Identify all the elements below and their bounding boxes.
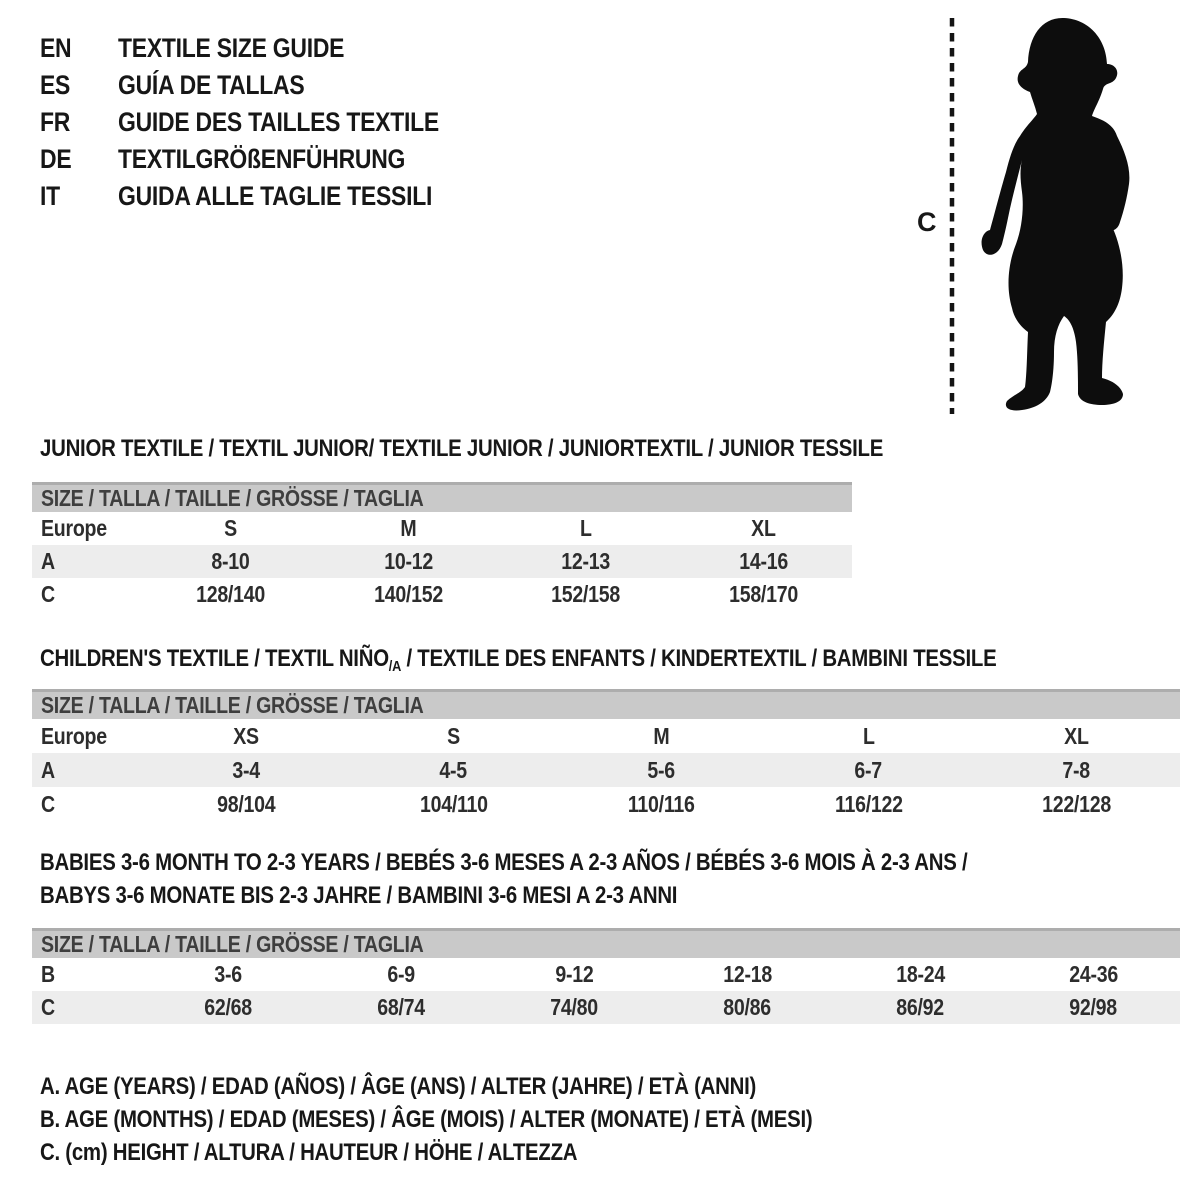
height-cell: 68/74 — [377, 994, 426, 1020]
babies-title-line2: BABYS 3-6 MONATE BIS 2-3 JAHRE / BAMBINI 3-6 MESI A 2-3 ANNI — [40, 882, 678, 909]
table-row — [32, 512, 852, 545]
table-row — [32, 958, 1180, 991]
language-code: ES — [40, 70, 71, 100]
babies-title-line1: BABIES 3-6 MONTH TO 2-3 YEARS / BEBÉS 3-6 MESES A 2-3 AÑOS / BÉBÉS 3-6 MOIS À 2-3 ANS / — [40, 849, 968, 876]
language-code: FR — [40, 107, 71, 137]
size-cell: L — [862, 723, 875, 749]
age-cell: 4-5 — [439, 757, 468, 783]
children-title-pre: CHILDREN'S TEXTILE / TEXTIL NIÑO — [40, 645, 389, 672]
size-cell: M — [652, 723, 669, 749]
language-title: TEXTILGRÖßENFÜHRUNG — [118, 144, 406, 174]
table-row — [32, 578, 852, 611]
language-row — [40, 104, 496, 141]
row-label: A — [41, 548, 55, 574]
height-cell: 128/140 — [196, 581, 266, 607]
legend-line-c-text: C. (cm) HEIGHT / ALTURA / HAUTEUR / HÖHE / ALTEZZA — [40, 1139, 578, 1166]
height-cell: 98/104 — [216, 791, 275, 817]
children-section-title — [40, 642, 1165, 683]
junior-section-title-text: JUNIOR TEXTILE / TEXTIL JUNIOR/ TEXTILE JUNIOR / JUNIORTEXTIL / JUNIOR TESSILE — [40, 435, 884, 462]
language-code: IT — [40, 181, 60, 211]
row-label: Europe — [41, 515, 107, 541]
legend-line-b-text: B. AGE (MONTHS) / EDAD (MESES) / ÂGE (MOIS) / ALTER (MONATE) / ETÀ (MESI) — [40, 1106, 813, 1133]
age-cell: 5-6 — [647, 757, 675, 783]
row-label: C — [41, 791, 55, 817]
legend-line-c — [40, 1136, 949, 1169]
language-title-list — [40, 30, 496, 215]
language-row — [40, 67, 496, 104]
age-cell: 10-12 — [383, 548, 433, 574]
legend-line-b — [40, 1103, 949, 1136]
age-cell: 3-4 — [232, 757, 260, 783]
size-header-bar — [32, 689, 1180, 719]
size-header-label: SIZE / TALLA / TAILLE / GRÖSSE / TAGLIA — [41, 485, 424, 511]
children-title-post: / TEXTILE DES ENFANTS / KINDERTEXTIL / BAMBINI TESSILE — [401, 645, 997, 672]
height-cell: 92/98 — [1069, 994, 1118, 1020]
size-cell: M — [400, 515, 417, 541]
row-label: B — [41, 961, 55, 987]
size-header-label: SIZE / TALLA / TAILLE / GRÖSSE / TAGLIA — [41, 931, 424, 957]
babies-size-table — [32, 928, 1180, 1024]
age-cell: 12-13 — [561, 548, 611, 574]
age-cell: 7-8 — [1062, 757, 1090, 783]
age-cell: 6-7 — [854, 757, 883, 783]
height-cell: 152/158 — [551, 581, 621, 607]
toddler-silhouette-icon — [982, 18, 1130, 411]
language-row — [40, 178, 496, 215]
table-row — [32, 753, 1180, 787]
children-title-sub: /A — [388, 658, 402, 675]
height-cell: 86/92 — [896, 994, 945, 1020]
table-row — [32, 545, 852, 578]
child-height-figure — [936, 12, 1140, 420]
height-cell: 74/80 — [550, 994, 599, 1020]
size-header-label: SIZE / TALLA / TAILLE / GRÖSSE / TAGLIA — [41, 692, 424, 718]
language-title: TEXTILE SIZE GUIDE — [118, 33, 345, 63]
language-code: DE — [40, 144, 72, 174]
size-cell: S — [224, 515, 238, 541]
babies-section-title — [40, 846, 1131, 912]
table-row — [32, 991, 1180, 1024]
language-row — [40, 30, 496, 67]
row-label: C — [41, 994, 55, 1020]
height-cell: 62/68 — [204, 994, 253, 1020]
height-cell: 140/152 — [373, 581, 443, 607]
size-cell: XL — [751, 515, 776, 541]
size-cell: XS — [233, 723, 259, 749]
height-cell: 110/116 — [627, 791, 695, 817]
junior-size-table — [32, 482, 852, 611]
legend — [40, 1070, 949, 1169]
children-size-table — [32, 689, 1180, 821]
size-cell: S — [446, 723, 460, 749]
age-cell: 8-10 — [211, 548, 250, 574]
age-cell: 24-36 — [1069, 961, 1118, 987]
row-label: A — [41, 757, 55, 783]
language-title: GUÍA DE TALLAS — [118, 70, 305, 100]
language-title: GUIDA ALLE TAGLIE TESSILI — [118, 181, 433, 211]
age-cell: 12-18 — [723, 961, 772, 987]
table-row — [32, 787, 1180, 821]
size-cell: XL — [1063, 723, 1089, 749]
age-cell: 3-6 — [214, 961, 243, 987]
row-label: Europe — [41, 723, 107, 749]
age-cell: 6-9 — [387, 961, 416, 987]
table-row — [32, 719, 1180, 753]
row-label: C — [41, 581, 55, 607]
language-title: GUIDE DES TAILLES TEXTILE — [118, 107, 439, 137]
age-cell: 14-16 — [738, 548, 788, 574]
children-section-title-text — [40, 642, 996, 683]
language-code: EN — [40, 33, 72, 63]
height-cell: 80/86 — [723, 994, 772, 1020]
legend-line-a-text: A. AGE (YEARS) / EDAD (AÑOS) / ÂGE (ANS) / ALTER (JAHRE) / ETÀ (ANNI) — [40, 1073, 757, 1100]
height-cell: 158/170 — [728, 581, 798, 607]
age-cell: 18-24 — [896, 961, 945, 987]
height-measure-label: C — [917, 207, 937, 237]
legend-line-a — [40, 1070, 949, 1103]
height-cell: 116/122 — [834, 791, 903, 817]
size-cell: L — [579, 515, 592, 541]
language-row — [40, 141, 496, 178]
height-cell: 122/128 — [1041, 791, 1111, 817]
size-header-bar — [32, 482, 852, 512]
height-cell: 104/110 — [419, 791, 488, 817]
age-cell: 9-12 — [555, 961, 594, 987]
size-header-bar — [32, 928, 1180, 958]
junior-section-title — [40, 432, 1032, 465]
